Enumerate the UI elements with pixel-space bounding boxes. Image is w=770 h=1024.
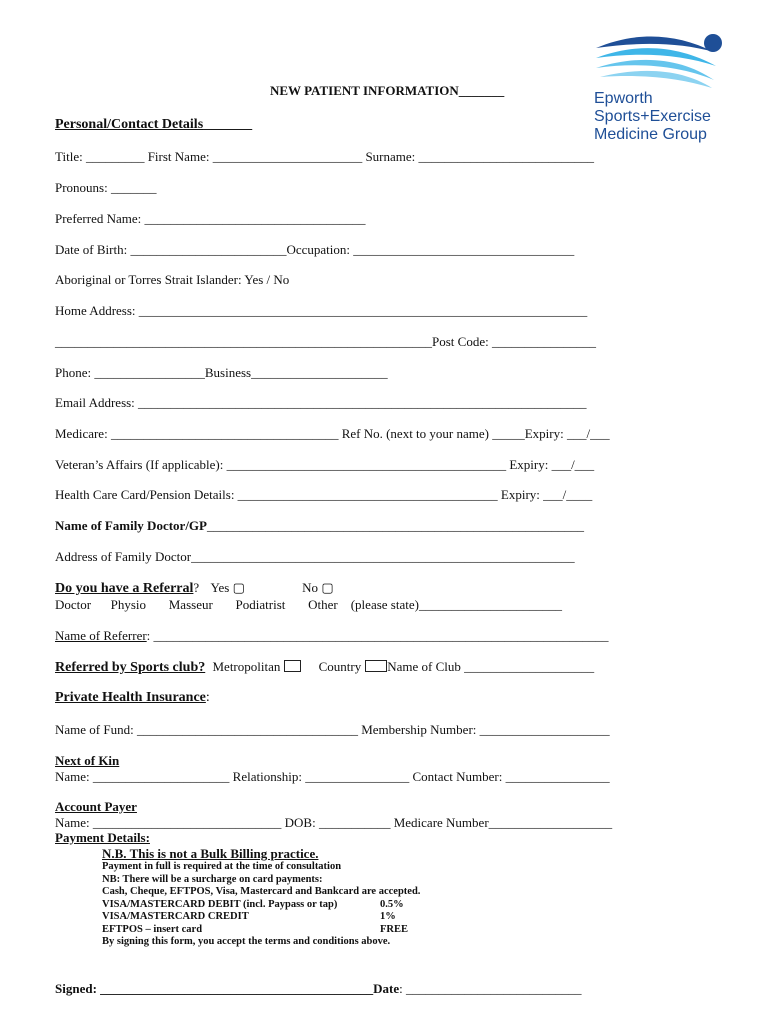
metropolitan-checkbox[interactable]: [284, 660, 301, 672]
signature-field[interactable]: Signed: __________________________________________Date: ___________________________: [55, 981, 582, 996]
club-name-field[interactable]: Name of Club ____________________: [387, 659, 595, 674]
payment-heading: Payment Details:: [55, 830, 150, 845]
aboriginal-question[interactable]: Aboriginal or Torres Strait Islander: Yes / No: [55, 272, 290, 287]
payment-line-2: NB: There will be a surcharge on card payments:: [102, 873, 323, 885]
epworth-logo: [594, 30, 729, 145]
fund-membership-field[interactable]: Name of Fund: __________________________________ Membership Number: ____________________: [55, 722, 610, 737]
terms-note: By signing this form, you accept the terms and conditions above.: [102, 936, 391, 947]
dob-occupation-field[interactable]: Date of Birth: ________________________Occupation: __________________________________: [55, 242, 575, 257]
logo-swoosh-icon: [594, 30, 729, 90]
referrer-field[interactable]: Name of Referrer: ______________________________________________________________________: [55, 628, 609, 643]
rate-row: VISA/MASTERCARD DEBIT (incl. Paypass or tap): [102, 898, 338, 910]
healthcare-card-field[interactable]: Health Care Card/Pension Details: ________________________________________ Expiry: ___/____: [55, 487, 593, 502]
kin-heading: Next of Kin: [55, 753, 120, 768]
doctor-address-field[interactable]: Address of Family Doctor___________________________________________________________: [55, 549, 575, 564]
logo-text-2: Sports+Exercise: [594, 108, 711, 125]
home-address-field[interactable]: Home Address: _____________________________________________________________________: [55, 303, 588, 318]
payer-field[interactable]: Name: _____________________________ DOB: ___________ Medicare Number___________________: [55, 815, 613, 830]
page-title: NEW PATIENT INFORMATION_______: [270, 83, 505, 98]
email-field[interactable]: Email Address: _____________________________________________________________________: [55, 395, 587, 410]
veteran-field[interactable]: Veteran’s Affairs (If applicable): ___________________________________________ Expiry: ___/___: [55, 457, 595, 472]
personal-heading: Personal/Contact Details_______: [55, 117, 253, 132]
payment-line-3: Cash, Cheque, EFTPOS, Visa, Mastercard and Bankcard are accepted.: [102, 886, 421, 897]
logo-text-3: Medicine Group: [594, 126, 707, 143]
rate-row: EFTPOS – insert card: [102, 923, 203, 935]
rate-value: 1%: [380, 911, 396, 922]
phone-field[interactable]: Phone: _________________Business_____________________: [55, 365, 388, 380]
logo-text-1: Epworth: [594, 90, 653, 107]
referral-question: Do you have a Referral? Yes ▢ No ▢: [55, 580, 334, 596]
sports-club-question: Referred by Sports club? Metropolitan Country Name of Club ____________________: [55, 659, 595, 675]
referral-no-option[interactable]: No ▢: [302, 580, 334, 595]
title-name-field[interactable]: Title: _________ First Name: _______________________ Surname: ___________________________: [55, 149, 595, 164]
referral-types[interactable]: Doctor Physio Masseur Podiatrist Other (please state)______________________: [55, 597, 562, 612]
payment-line-1: Payment in full is required at the time of consultation: [102, 861, 342, 872]
family-doctor-field[interactable]: Name of Family Doctor/GP__________________________________________________________: [55, 518, 584, 533]
postcode-field[interactable]: __________________________________________________________Post Code: ________________: [55, 334, 596, 349]
rate-row: VISA/MASTERCARD CREDIT: [102, 911, 249, 922]
preferred-name-field[interactable]: Preferred Name: __________________________________: [55, 211, 366, 226]
medicare-field[interactable]: Medicare: ___________________________________ Ref No. (next to your name) _____Expiry: ___/___: [55, 426, 610, 441]
insurance-heading: Private Health Insurance:: [55, 690, 210, 705]
rate-value: FREE: [380, 923, 409, 935]
pronouns-field[interactable]: Pronouns: _______: [55, 180, 157, 195]
referral-yes-option[interactable]: Yes ▢: [210, 580, 245, 595]
payer-heading: Account Payer: [55, 799, 137, 814]
rate-value: 0.5%: [380, 898, 404, 910]
country-checkbox[interactable]: [365, 660, 387, 672]
bulk-billing-note: N.B. This is not a Bulk Billing practice.: [102, 846, 319, 861]
kin-field[interactable]: Name: _____________________ Relationship: ________________ Contact Number: ________________: [55, 769, 610, 784]
